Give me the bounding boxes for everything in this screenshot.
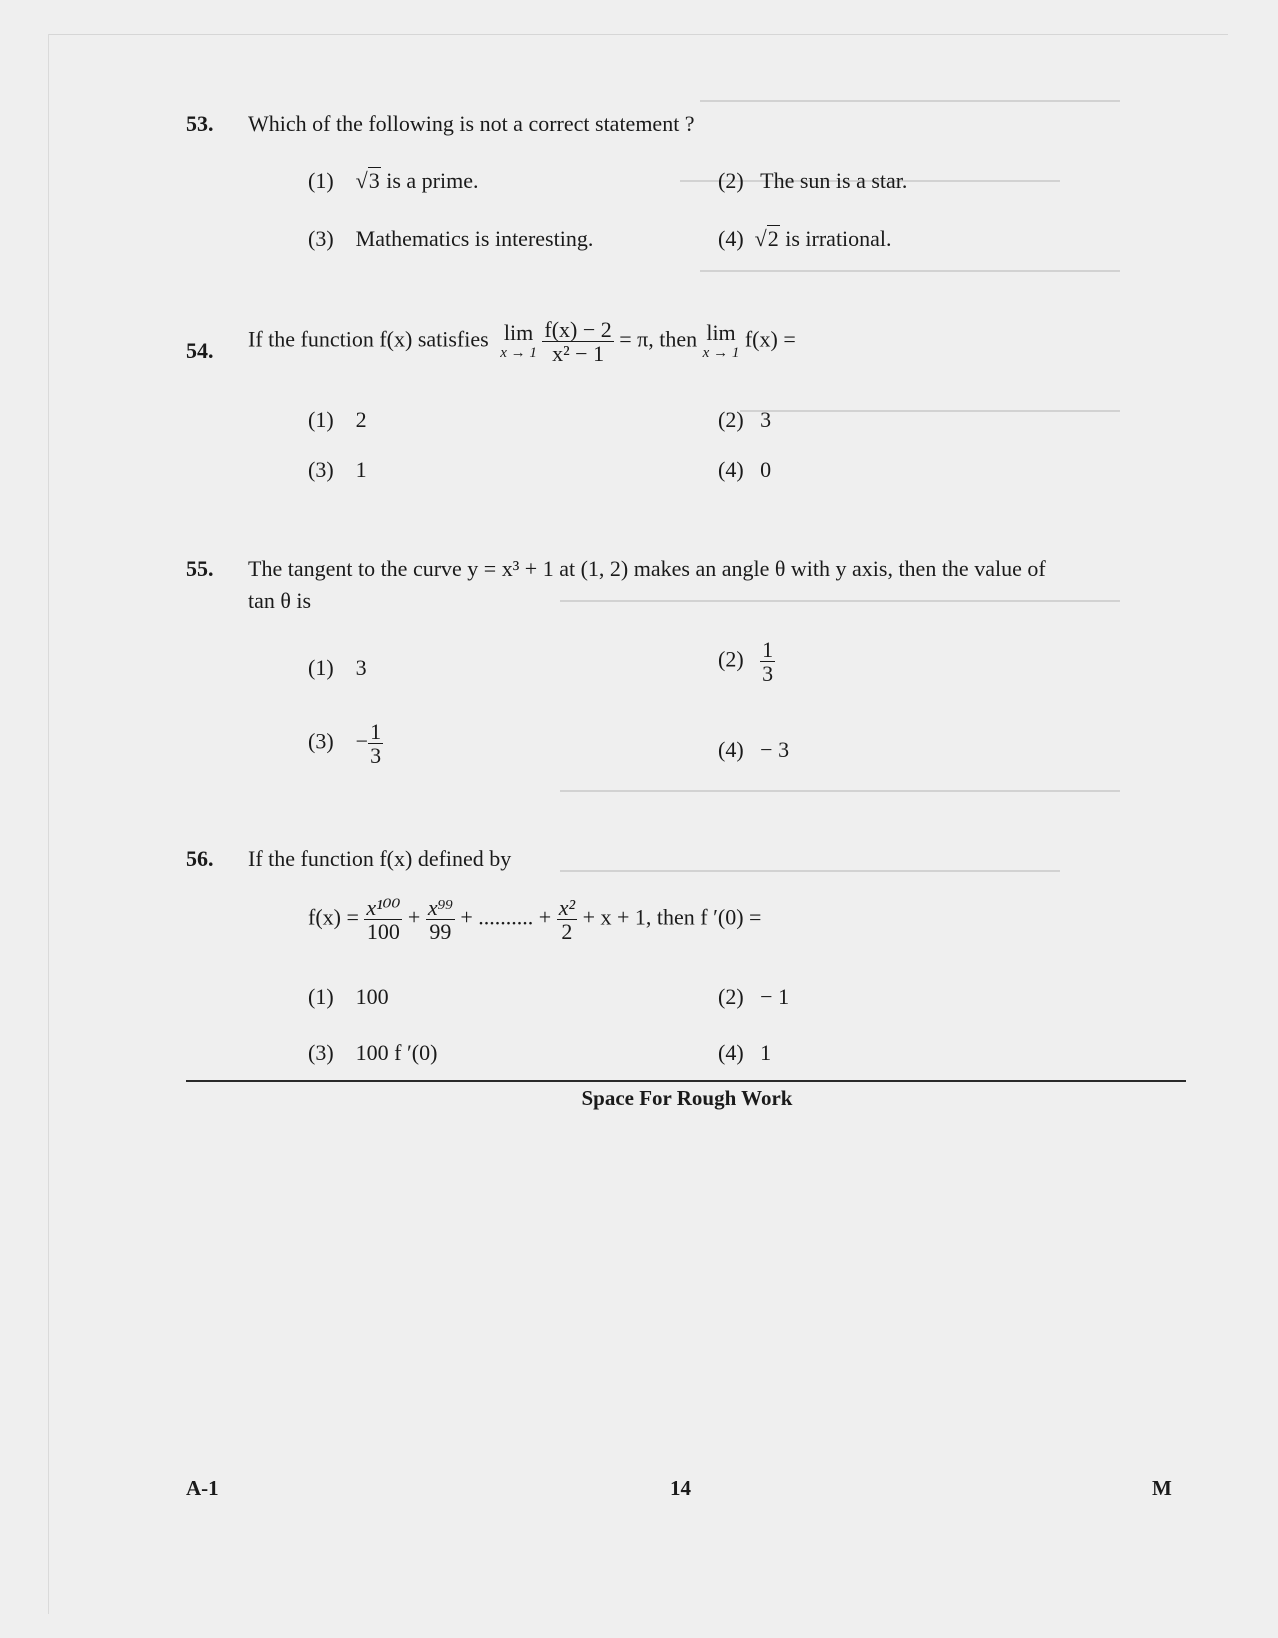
show-through-decoration: [700, 100, 1120, 114]
option-text: 100: [355, 984, 389, 1009]
option-text: The sun is a star.: [760, 168, 908, 193]
q54-option-4[interactable]: [718, 457, 771, 483]
show-through-decoration: [560, 790, 1120, 802]
fraction-numerator: 1: [370, 719, 382, 744]
fraction-numerator: x⁹⁹: [427, 895, 453, 920]
lim-subscript: x → 1: [702, 345, 740, 362]
q54-text-prefix: If the function f(x) satisfies: [248, 326, 489, 352]
option-label: (4): [718, 1040, 744, 1065]
option-text: 100 f ′(0): [355, 1040, 438, 1065]
option-label: (2): [718, 646, 744, 672]
fraction-numerator: x²: [558, 895, 576, 920]
q54-option-3[interactable]: [308, 457, 367, 483]
q54-option-1[interactable]: [308, 407, 367, 433]
minus-sign: −: [355, 728, 369, 754]
fraction-denominator: 100: [364, 919, 402, 943]
fraction-denominator: 3: [370, 743, 382, 769]
option-text: 3: [760, 407, 772, 432]
option-text: 1: [760, 1040, 772, 1065]
fraction-numerator: f(x) − 2: [544, 317, 612, 342]
fraction-denominator: 3: [762, 661, 774, 687]
page-number: 14: [670, 1476, 691, 1500]
fraction-denominator: 2: [557, 919, 577, 943]
option-label: (2): [718, 168, 744, 193]
q56-option-1[interactable]: [308, 984, 389, 1010]
show-through-decoration: [740, 410, 1120, 422]
option-label: (3): [308, 1040, 334, 1065]
option-fraction: [760, 638, 775, 685]
q54-option-2[interactable]: [718, 407, 771, 433]
question-53-text: Which of the following is not a correct statement ?: [248, 111, 695, 136]
question-54-number: 54.: [186, 338, 214, 363]
q56-option-3[interactable]: [308, 1040, 437, 1066]
option-text: − 1: [760, 984, 790, 1009]
option-text: is a prime.: [386, 168, 479, 193]
question-55-text-line2: tan θ is: [248, 588, 312, 613]
question-55-number: 55.: [186, 556, 214, 581]
q56-option-2[interactable]: [718, 984, 789, 1010]
q55-option-4[interactable]: [718, 737, 789, 763]
option-label: (2): [718, 984, 744, 1009]
option-label: (1): [308, 655, 334, 680]
option-label: (4): [718, 737, 744, 762]
option-label: (1): [308, 168, 334, 193]
option-label: (3): [308, 226, 334, 251]
option-label: (1): [308, 984, 334, 1009]
q53-option-1[interactable]: [308, 168, 479, 194]
question-54-text: [248, 318, 796, 365]
sqrt-symbol: √3: [355, 168, 380, 193]
q55-option-3[interactable]: [308, 720, 383, 767]
fraction-numerator: 1: [762, 637, 774, 662]
rough-work-label: Space For Rough Work: [581, 1086, 793, 1110]
question-55-text-line1: The tangent to the curve y = x³ + 1 at (1, 2) makes an angle θ with y axis, then the value of: [248, 556, 1046, 581]
limit-operator: [703, 321, 740, 362]
lim-subscript: x → 1: [500, 345, 537, 362]
q53-option-4[interactable]: [718, 226, 892, 252]
series-code: M: [1152, 1476, 1172, 1500]
option-label: (2): [718, 407, 744, 432]
series-dots: + .......... +: [460, 904, 552, 930]
show-through-decoration: [560, 870, 1060, 882]
option-text: Mathematics is interesting.: [355, 226, 594, 251]
q55-option-1[interactable]: [308, 655, 367, 681]
fraction-denominator: 99: [426, 919, 455, 943]
q53-option-2[interactable]: [718, 168, 907, 194]
q56-option-4[interactable]: [718, 1040, 771, 1066]
radicand: 2: [767, 226, 779, 251]
fx-tail: + x + 1, then f ′(0) =: [582, 904, 762, 930]
option-text: − 3: [760, 737, 790, 762]
q54-text-mid: = π, then: [619, 326, 698, 352]
term-fraction: [426, 896, 455, 943]
sqrt-symbol: √2: [754, 226, 779, 251]
term-fraction: [364, 896, 402, 943]
term-fraction: [557, 896, 577, 943]
lim-word: lim: [706, 320, 736, 346]
option-label: (3): [308, 457, 334, 482]
option-text: 0: [760, 457, 772, 482]
question-56-text: If the function f(x) defined by: [248, 846, 512, 871]
option-fraction: [368, 720, 383, 767]
q53-option-3[interactable]: [308, 226, 593, 252]
limit-operator: [500, 321, 537, 362]
fraction-numerator: x¹⁰⁰: [366, 895, 401, 920]
lim-word: lim: [503, 320, 534, 346]
limit-fraction: [542, 318, 613, 365]
question-53-number: 53.: [186, 111, 214, 136]
q54-text-end: f(x) =: [744, 326, 796, 352]
option-text: is irrational.: [785, 226, 892, 251]
q55-option-2[interactable]: [718, 638, 775, 685]
sheet-edge: [48, 34, 49, 1614]
booklet-code: A-1: [186, 1476, 219, 1500]
option-label: (4): [718, 226, 744, 251]
option-text: 2: [355, 407, 367, 432]
radicand: 3: [368, 168, 380, 193]
q56-function-definition: [308, 896, 761, 943]
show-through-decoration: [560, 600, 1120, 612]
rough-work-divider: [186, 1080, 1186, 1082]
option-text: 1: [355, 457, 367, 482]
show-through-decoration: [700, 270, 1120, 282]
option-label: (1): [308, 407, 334, 432]
fx-lhs: f(x) =: [308, 904, 359, 930]
option-text: 3: [355, 655, 367, 680]
fraction-denominator: x² − 1: [542, 341, 613, 365]
option-label: (3): [308, 728, 334, 754]
option-label: (4): [718, 457, 744, 482]
plus-sign: +: [407, 904, 421, 930]
question-56-number: 56.: [186, 846, 214, 871]
sheet-edge: [48, 34, 1228, 35]
